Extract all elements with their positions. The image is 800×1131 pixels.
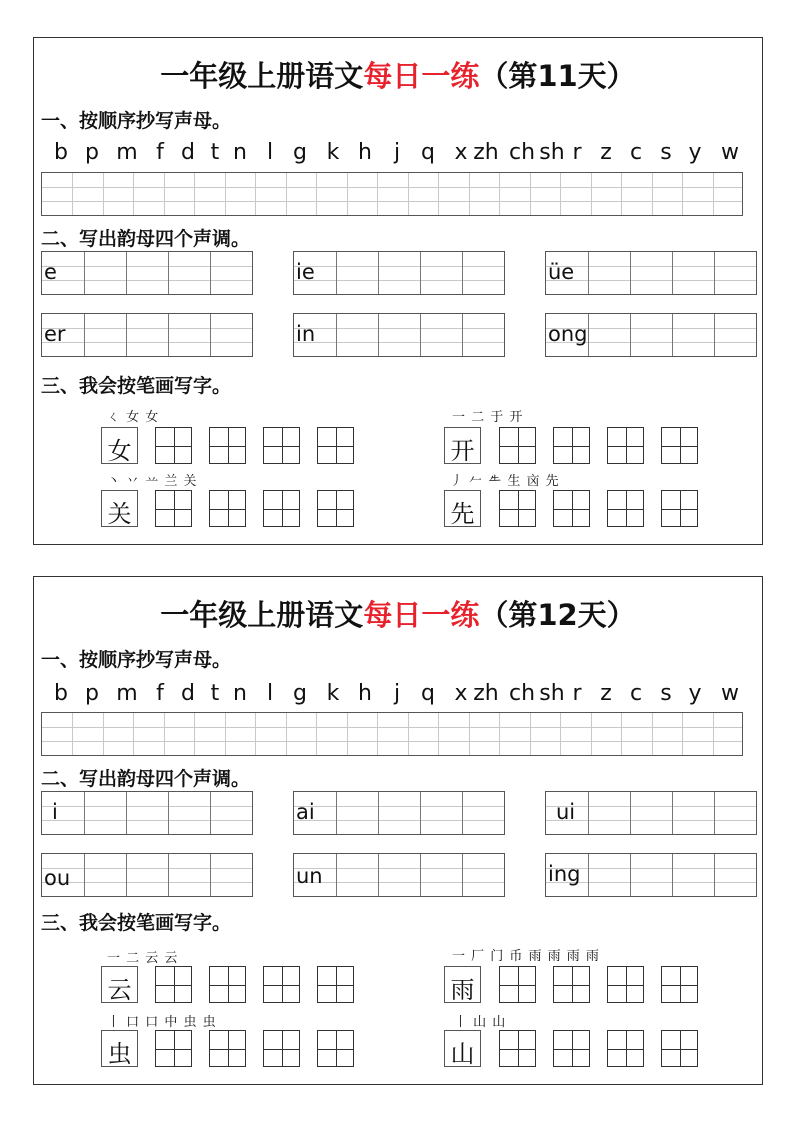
practice-box[interactable] <box>499 966 536 1003</box>
initial-letter: l <box>266 140 274 165</box>
final-label: ing <box>548 862 581 886</box>
final-label: ai <box>296 800 315 824</box>
practice-box[interactable] <box>553 490 590 527</box>
title-day: （第12天） <box>479 598 636 632</box>
initials-writing-grid[interactable] <box>41 712 743 756</box>
worksheet-title <box>34 593 762 634</box>
initial-letter: w <box>721 140 739 165</box>
initial-letter: s <box>660 681 672 706</box>
section-1-heading: 一、按顺序抄写声母。 <box>41 110 232 132</box>
initial-letter: y <box>688 681 702 706</box>
model-character: 开 <box>450 437 475 465</box>
initial-letter: m <box>116 681 138 706</box>
title-text: 一年级上册语文 <box>160 59 364 93</box>
model-character-box <box>101 1030 138 1067</box>
final-label: ong <box>548 322 588 346</box>
initial-letter: n <box>233 681 247 706</box>
initial-letter: x <box>454 140 468 165</box>
model-character-box <box>444 427 481 464</box>
initial-letter: z <box>600 140 612 165</box>
initial-letter: g <box>293 681 307 706</box>
stroke-order: 丨 山 山 <box>454 1015 507 1030</box>
initial-letter: l <box>266 681 274 706</box>
section-2-heading: 二、写出韵母四个声调。 <box>41 768 251 790</box>
initial-letter: j <box>393 140 401 165</box>
tone-grid[interactable] <box>293 791 505 835</box>
title-highlight: 每日一练 <box>363 598 480 632</box>
initial-letter: h <box>358 140 372 165</box>
tone-grid[interactable] <box>545 853 757 897</box>
practice-box[interactable] <box>661 966 698 1003</box>
final-label: ie <box>296 260 315 284</box>
initial-letter: k <box>326 681 340 706</box>
initial-letter: q <box>421 681 435 706</box>
final-label: er <box>44 322 66 346</box>
model-character-box <box>444 966 481 1003</box>
tone-grid[interactable] <box>293 251 505 295</box>
initial-letter: f <box>156 681 164 706</box>
practice-box[interactable] <box>607 427 644 464</box>
model-character: 云 <box>107 976 132 1004</box>
initial-letter: z <box>600 681 612 706</box>
practice-box[interactable] <box>155 1030 192 1067</box>
final-label: un <box>296 864 323 888</box>
initial-letter: d <box>181 681 195 706</box>
practice-box[interactable] <box>317 1030 354 1067</box>
title-text: 一年级上册语文 <box>160 598 364 632</box>
model-character: 虫 <box>107 1040 132 1068</box>
initial-letter: p <box>85 681 99 706</box>
initial-letter: j <box>393 681 401 706</box>
initials-row <box>44 681 747 711</box>
tone-grid[interactable] <box>545 251 757 295</box>
tone-grid[interactable] <box>41 313 253 357</box>
tone-grid[interactable] <box>41 853 253 897</box>
model-character-box <box>101 490 138 527</box>
section-2-heading: 二、写出韵母四个声调。 <box>41 228 251 250</box>
practice-box[interactable] <box>263 490 300 527</box>
worksheet-day-11 <box>33 37 763 545</box>
practice-box[interactable] <box>607 1030 644 1067</box>
initial-letter: ch <box>508 681 536 706</box>
practice-box[interactable] <box>607 966 644 1003</box>
initial-letter: sh <box>539 681 565 706</box>
practice-box[interactable] <box>499 1030 536 1067</box>
initial-letter: p <box>85 140 99 165</box>
section-1-heading: 一、按顺序抄写声母。 <box>41 649 232 671</box>
practice-box[interactable] <box>317 427 354 464</box>
initial-letter: q <box>421 140 435 165</box>
final-label: ui <box>556 800 576 824</box>
initial-letter: b <box>54 681 68 706</box>
stroke-order: 一 二 于 开 <box>452 410 524 425</box>
initial-letter: c <box>629 140 643 165</box>
practice-box[interactable] <box>661 427 698 464</box>
model-character-box <box>444 1030 481 1067</box>
initials-row <box>44 140 747 170</box>
stroke-order: 一 厂 门 币 雨 雨 雨 雨 <box>452 949 600 964</box>
initials-writing-grid[interactable] <box>41 172 743 216</box>
initial-letter: g <box>293 140 307 165</box>
initial-letter: zh <box>473 681 499 706</box>
title-highlight: 每日一练 <box>363 59 480 93</box>
initial-letter: k <box>326 140 340 165</box>
title-day: （第11天） <box>479 59 636 93</box>
model-character-box <box>444 490 481 527</box>
tone-grid[interactable] <box>545 791 757 835</box>
practice-box[interactable] <box>263 966 300 1003</box>
practice-box[interactable] <box>499 427 536 464</box>
initial-letter: r <box>572 681 582 706</box>
tone-grid[interactable] <box>41 251 253 295</box>
practice-box[interactable] <box>155 966 192 1003</box>
practice-box[interactable] <box>661 1030 698 1067</box>
tone-grid[interactable] <box>545 313 757 357</box>
initial-letter: m <box>116 140 138 165</box>
stroke-order: 丶 丷 䒑 兰 关 <box>107 474 198 489</box>
initial-letter: c <box>629 681 643 706</box>
practice-box[interactable] <box>155 490 192 527</box>
initial-letter: n <box>233 140 247 165</box>
section-3-heading: 三、我会按笔画写字。 <box>41 375 232 397</box>
practice-box[interactable] <box>317 966 354 1003</box>
stroke-order: 丿 𠂉 𠂒 生 㐫 先 <box>450 474 560 489</box>
worksheet-day-12 <box>33 576 763 1085</box>
tone-grid[interactable] <box>293 313 505 357</box>
initial-letter: x <box>454 681 468 706</box>
section-3-heading: 三、我会按笔画写字。 <box>41 912 232 934</box>
practice-box[interactable] <box>209 490 246 527</box>
practice-box[interactable] <box>209 1030 246 1067</box>
practice-box[interactable] <box>317 490 354 527</box>
practice-box[interactable] <box>209 427 246 464</box>
model-character: 女 <box>107 437 132 465</box>
practice-box[interactable] <box>553 966 590 1003</box>
final-label: e <box>44 260 57 284</box>
practice-box[interactable] <box>263 427 300 464</box>
practice-box[interactable] <box>209 966 246 1003</box>
initial-letter: sh <box>539 140 565 165</box>
final-label: i <box>52 800 58 824</box>
practice-box[interactable] <box>607 490 644 527</box>
initial-letter: ch <box>508 140 536 165</box>
model-character: 雨 <box>450 976 475 1004</box>
initial-letter: w <box>721 681 739 706</box>
stroke-order: 一 二 云 云 <box>107 951 179 966</box>
stroke-order: 丨 口 口 中 虫 虫 <box>107 1015 217 1030</box>
initial-letter: r <box>572 140 582 165</box>
initial-letter: s <box>660 140 672 165</box>
tone-grid[interactable] <box>293 853 505 897</box>
initial-letter: h <box>358 681 372 706</box>
practice-box[interactable] <box>263 1030 300 1067</box>
model-character-box <box>101 427 138 464</box>
final-label: in <box>296 322 316 346</box>
stroke-order: ㄑ 女 女 <box>107 410 160 425</box>
initial-letter: f <box>156 140 164 165</box>
practice-box[interactable] <box>661 490 698 527</box>
practice-box[interactable] <box>553 1030 590 1067</box>
initial-letter: y <box>688 140 702 165</box>
initial-letter: t <box>210 681 220 706</box>
initial-letter: d <box>181 140 195 165</box>
practice-box[interactable] <box>155 427 192 464</box>
model-character: 关 <box>107 500 132 528</box>
final-label: ou <box>44 866 71 890</box>
practice-box[interactable] <box>553 427 590 464</box>
initial-letter: t <box>210 140 220 165</box>
final-label: üe <box>548 260 575 284</box>
practice-box[interactable] <box>499 490 536 527</box>
initial-letter: b <box>54 140 68 165</box>
worksheet-title <box>34 54 762 95</box>
initial-letter: zh <box>473 140 499 165</box>
model-character: 先 <box>450 500 475 528</box>
tone-grid[interactable] <box>41 791 253 835</box>
model-character: 山 <box>450 1040 475 1068</box>
model-character-box <box>101 966 138 1003</box>
